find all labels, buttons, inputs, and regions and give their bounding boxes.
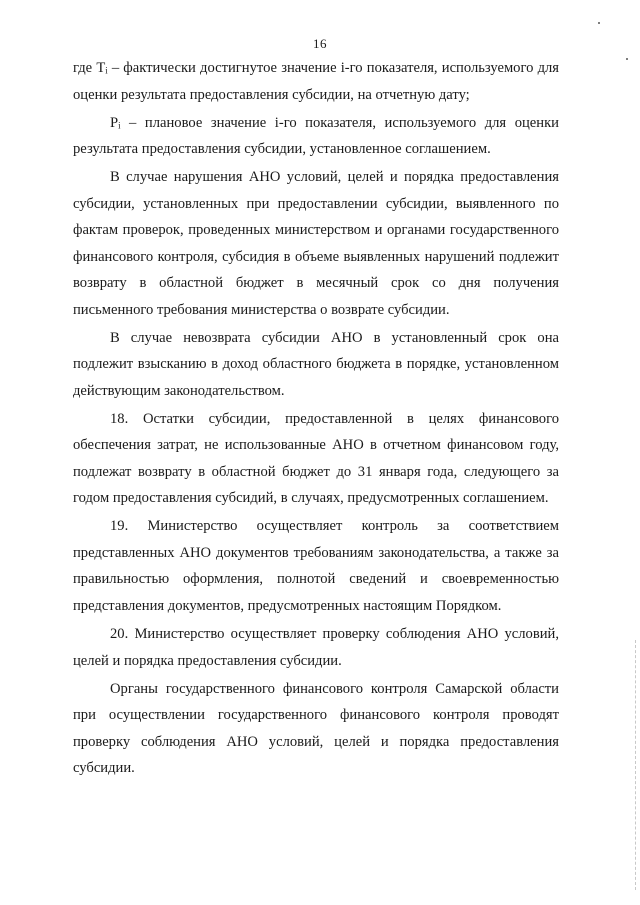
scan-speck: [626, 58, 628, 60]
document-body: [73, 55, 559, 783]
paragraph-item-18: 18. Остатки субсидии, предоставленной в целях финансового обеспечения затрат, не использованные АНО в отчетном финансовом году, подлежат возврату в областной бюджет до 31 января года, следующего за годом предоставления субсидий, в случаях, предусмотренных соглашением.: [73, 410, 559, 507]
page-number: 16: [313, 36, 327, 51]
paragraph-item-20: 20. Министерство осуществляет проверку соблюдения АНО условий, целей и порядка предоставления субсидии.: [73, 626, 559, 669]
paragraph-formula-pi: Pᵢ – плановое значение i-го показателя, используемого для оценки результата предоставления субсидии, установленное соглашением.: [73, 114, 559, 158]
scan-edge-marks: [634, 640, 636, 890]
paragraph-state-control-bodies: Органы государственного финансового контроля Самарской области при осуществлении государственного финансового контроля проводят проверку соблюдения АНО условий, целей и порядка предоставления субсидии.: [73, 680, 559, 777]
paragraph-violation-refund: В случае нарушения АНО условий, целей и порядка предоставления субсидии, установленных при предоставлении субсидии, выявленного по фактам проверок, проведенных министерством и органами государственного финансового контроля, субсидия в объеме выявленных нарушений подлежит возврату в областной бюджет в месячный срок со дня получения письменного требования министерства о возврате субсидии.: [73, 169, 559, 318]
paragraph-non-return-recovery: В случае невозврата субсидии АНО в установленный срок она подлежит взысканию в доход областного бюджета в порядке, установленном действующим законодательством.: [73, 329, 559, 399]
paragraph-formula-ti: где Tᵢ – фактически достигнутое значение i-го показателя, используемого для оценки результата предоставления субсидии, на отчетную дату;: [73, 60, 559, 103]
paragraph-item-19: 19. Министерство осуществляет контроль за соответствием представленных АНО документов требованиям законодательства, а также за правильностью оформления, полнотой сведений и своевременностью представления документов, предусмотренных настоящим Порядком.: [73, 518, 559, 614]
scan-speck: [598, 22, 600, 24]
